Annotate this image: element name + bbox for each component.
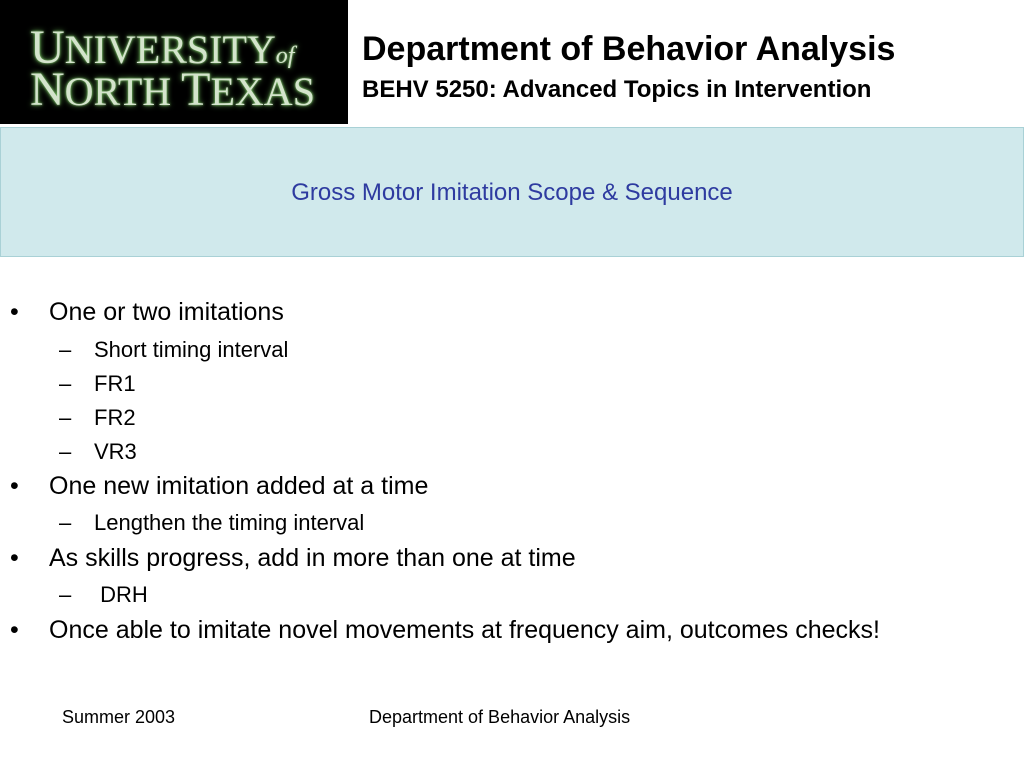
logo-word-north: ORTH <box>64 69 182 114</box>
dash-marker: – <box>59 405 72 430</box>
sub-bullet-text: FR2 <box>94 405 136 430</box>
page-title: Department of Behavior Analysis <box>362 30 896 68</box>
dash-marker: – <box>59 510 72 535</box>
logo-word-texas: EXAS <box>210 69 315 114</box>
logo-line-university <box>30 21 295 74</box>
logo-line-north-texas <box>30 63 315 116</box>
sub-bullet-text: VR3 <box>94 439 137 464</box>
bullet-marker: • <box>10 472 19 500</box>
slide-title: Gross Motor Imitation Scope & Sequence <box>291 179 733 206</box>
dash-marker: – <box>59 371 72 396</box>
bullet-text: One or two imitations <box>49 298 284 326</box>
logo-word-university: NIVERSITY <box>64 27 276 72</box>
course-subtitle: BEHV 5250: Advanced Topics in Intervention <box>362 76 872 103</box>
bullet-marker: • <box>10 544 19 572</box>
footer-date: Summer 2003 <box>62 707 176 727</box>
dash-marker: – <box>59 337 72 362</box>
dash-marker: – <box>59 582 72 607</box>
dash-marker: – <box>59 439 72 464</box>
university-logo <box>0 0 348 124</box>
bullet-text: As skills progress, add in more than one at time <box>49 544 576 572</box>
sub-bullet-text: DRH <box>94 582 148 607</box>
slide-title-banner <box>0 127 1024 257</box>
logo-word-of: of <box>275 43 295 69</box>
bullet-text: Once able to imitate novel movements at frequency aim, outcomes checks! <box>49 616 880 644</box>
logo-initial-u: U <box>30 21 65 74</box>
bullet-marker: • <box>10 298 19 326</box>
sub-bullet-text: FR1 <box>94 371 136 396</box>
sub-bullet-text: Short timing interval <box>94 337 289 362</box>
bullet-text: One new imitation added at a time <box>49 472 429 500</box>
logo-initial-t: T <box>181 63 211 116</box>
logo-initial-n: N <box>30 63 65 116</box>
bullet-marker: • <box>10 616 19 644</box>
sub-bullet-text: Lengthen the timing interval <box>94 510 365 535</box>
footer-department: Department of Behavior Analysis <box>369 707 631 727</box>
